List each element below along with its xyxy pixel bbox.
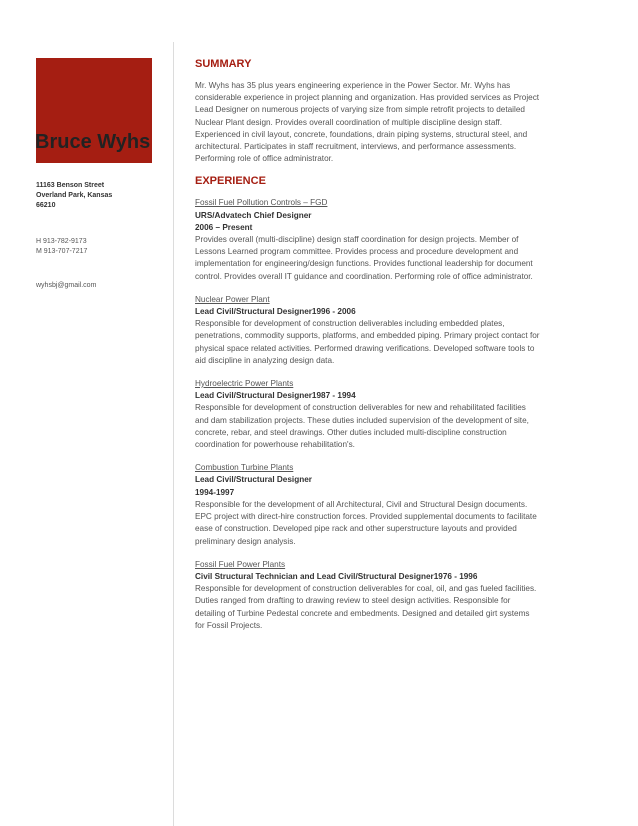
- job-description: Responsible for the development of all Architectural, Civil and Structural Design documents. EPC project with direct-hire construction forces. Provided supplemental documents to facilitate ease of construction. Developed pipe rack and other superstructure layouts and provided preliminary design analysis.: [195, 499, 537, 546]
- main-column: [195, 58, 540, 643]
- mobile-phone: M 913-707-7217: [36, 248, 88, 255]
- job-entry: [195, 197, 540, 282]
- address-block: [36, 181, 112, 211]
- job-title: Lead Civil/Structural Designer: [195, 475, 312, 485]
- phone-block: [36, 237, 87, 257]
- summary-heading: SUMMARY: [195, 58, 252, 70]
- experience-heading: EXPERIENCE: [195, 175, 266, 188]
- job-dates: 2006 – Present: [195, 222, 253, 232]
- address-line-street: 11163 Benson Street: [36, 182, 105, 189]
- column-divider: [173, 42, 174, 826]
- job-entry: [195, 294, 540, 367]
- job-title: Lead Civil/Structural Designer1987 - 1994: [195, 391, 356, 401]
- address-line-zip: 66210: [36, 202, 56, 209]
- job-entry: [195, 462, 540, 547]
- job-title: Lead Civil/Structural Designer1996 - 2006: [195, 307, 356, 317]
- job-company: Hydroelectric Power Plants: [195, 379, 294, 389]
- summary-text: Mr. Wyhs has 35 plus years engineering experience in the Power Sector. Mr. Wyhs has considerable experience in project planning and organization. Has provided services as Project Lead Designer on numerous projects of varying size from simple retrofit projects to detailed Nuclear Plant design. Provides overall coordination of multiple discipline design staff. Experienced in civil layout, concrete, foundations, drain piping systems, structural steel, and architectural. Participates in staff recruitment, interviews, and performance assessments. Performing role of office administrator.: [195, 81, 540, 164]
- job-entry: [195, 559, 540, 632]
- job-description: Provides overall (multi-discipline) design staff coordination for design projects. Member of Lessons Learned program committee. Provides process and procedure development and implementation for engineering/design functions. Provides functional leadership for document control. Provides overall IT guidance and coordination. Performing role of office administrator.: [195, 235, 533, 281]
- job-company: Combustion Turbine Plants: [195, 463, 294, 473]
- job-company: Fossil Fuel Power Plants: [195, 559, 286, 569]
- job-company: Nuclear Power Plant: [195, 294, 270, 304]
- job-description: Responsible for development of construction deliverables including embedded plates, penetrations, commodity supports, platforms, and embedded piping. Primary project contact for physical space related activities. Performed drawing verifications. Developed software tools to aid discipline in analyzing design data.: [195, 319, 540, 365]
- job-company: Fossil Fuel Pollution Controls – FGD: [195, 198, 328, 208]
- job-dates: 1994-1997: [195, 487, 235, 497]
- home-phone: H 913-782-9173: [36, 238, 87, 245]
- job-description: Responsible for development of construction deliverables for coal, oil, and gas fueled facilities. Duties ranged from drafting to drawing review to steel design activities. Responsible for detailing of Turbine Pedestal concrete and embedments. Designed and detailed girt systems for Fossil Projects.: [195, 584, 537, 630]
- job-description: Responsible for development of construction deliverables for new and rehabilitated facilities and dam stabilization projects. These duties included supervision of the development of site, concrete, rebar, and steel drawings. Other duties included multi-discipline construction coordination for powerhouse rehabilitation's.: [195, 403, 529, 450]
- job-entry: [195, 378, 540, 451]
- address-line-city: Overland Park, Kansas: [36, 192, 113, 199]
- job-title: URS/Advatech Chief Designer: [195, 210, 312, 220]
- candidate-name: Bruce Wyhs: [35, 131, 151, 153]
- job-title: Civil Structural Technician and Lead Civil/Structural Designer1976 - 1996: [195, 571, 478, 581]
- email-address: wyhsbj@gmail.com: [36, 282, 97, 289]
